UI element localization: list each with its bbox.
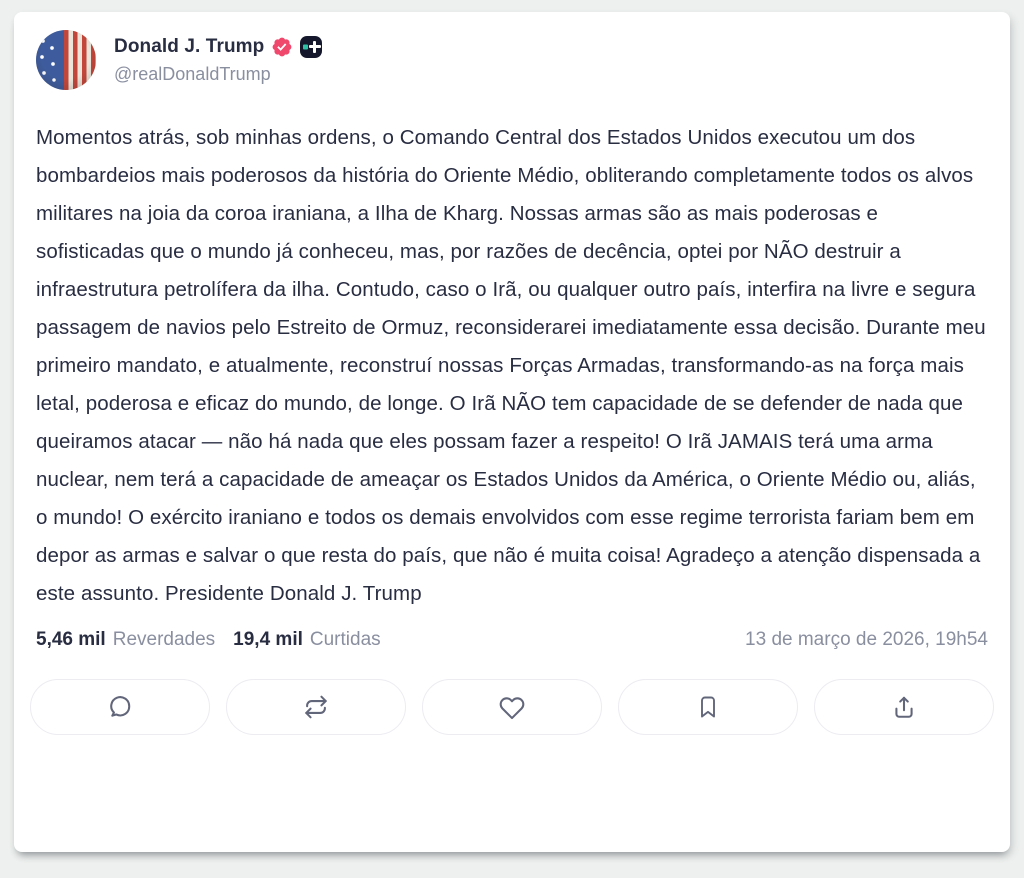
reply-button[interactable]: [30, 679, 210, 735]
heart-icon: [499, 694, 525, 720]
likes-stat[interactable]: [233, 629, 380, 651]
bookmark-button[interactable]: [618, 679, 798, 735]
post-header: [30, 28, 994, 90]
retruths-count: 5,46 mil: [36, 629, 106, 650]
reply-icon: [107, 694, 133, 720]
plus-badge-icon: [300, 36, 322, 58]
retruths-stat[interactable]: [36, 629, 215, 651]
likes-count: 19,4 mil: [233, 629, 303, 650]
user-handle[interactable]: @realDonaldTrump: [114, 63, 271, 84]
verified-badge-icon: [271, 36, 293, 58]
retruth-button[interactable]: [226, 679, 406, 735]
identity-block: [114, 36, 322, 85]
likes-label: Curtidas: [309, 629, 381, 650]
retruths-label: Reverdades: [112, 629, 216, 650]
post-card: [14, 12, 1010, 852]
stats-row: [30, 629, 994, 651]
avatar[interactable]: [36, 30, 96, 90]
avatar-shading: [36, 30, 96, 90]
display-name[interactable]: Donald J. Trump: [114, 35, 265, 57]
actions-row: [30, 679, 994, 735]
bookmark-icon: [696, 695, 720, 719]
retruth-icon: [303, 694, 329, 720]
share-icon: [891, 694, 917, 720]
timestamp: 13 de março de 2026, 19h54: [745, 629, 988, 650]
share-button[interactable]: [814, 679, 994, 735]
like-button[interactable]: [422, 679, 602, 735]
post-body-text: Momentos atrás, sob minhas ordens, o Comando Central dos Estados Unidos executou um dos bombardeios mais poderosos da história do Oriente Médio, obliterando completamente todos os alvos militares na joia da coroa iraniana, a Ilha de Kharg. Nossas armas são as mais poderosas e sofisticadas que o mundo já conheceu, mas, por razões de decência, optei por NÃO destruir a infraestrutura petrolífera da ilha. Contudo, caso o Irã, ou qualquer outro país, interfira na livre e segura passagem de navios pelo Estreito de Ormuz, reconsiderarei imediatamente essa decisão. Durante meu primeiro mandato, e atualmente, reconstruí nossas Forças Armadas, transformando-as na força mais letal, poderosa e eficaz do mundo, de longe. O Irã NÃO tem capacidade de se defender de nada que queiramos atacar — não há nada que eles possam fazer a respeito! O Irã JAMAIS terá uma arma nuclear, nem terá a capacidade de ameaçar os Estados Unidos da América, o Oriente Médio ou, aliás, o mundo! O exército iraniano e todos os demais envolvidos com esse regime terrorista fariam bem em depor as armas e salvar o que resta do país, que não é muita coisa! Agradeço a atenção dispensada a este assunto. Presidente Donald J. Trump: [36, 126, 986, 605]
